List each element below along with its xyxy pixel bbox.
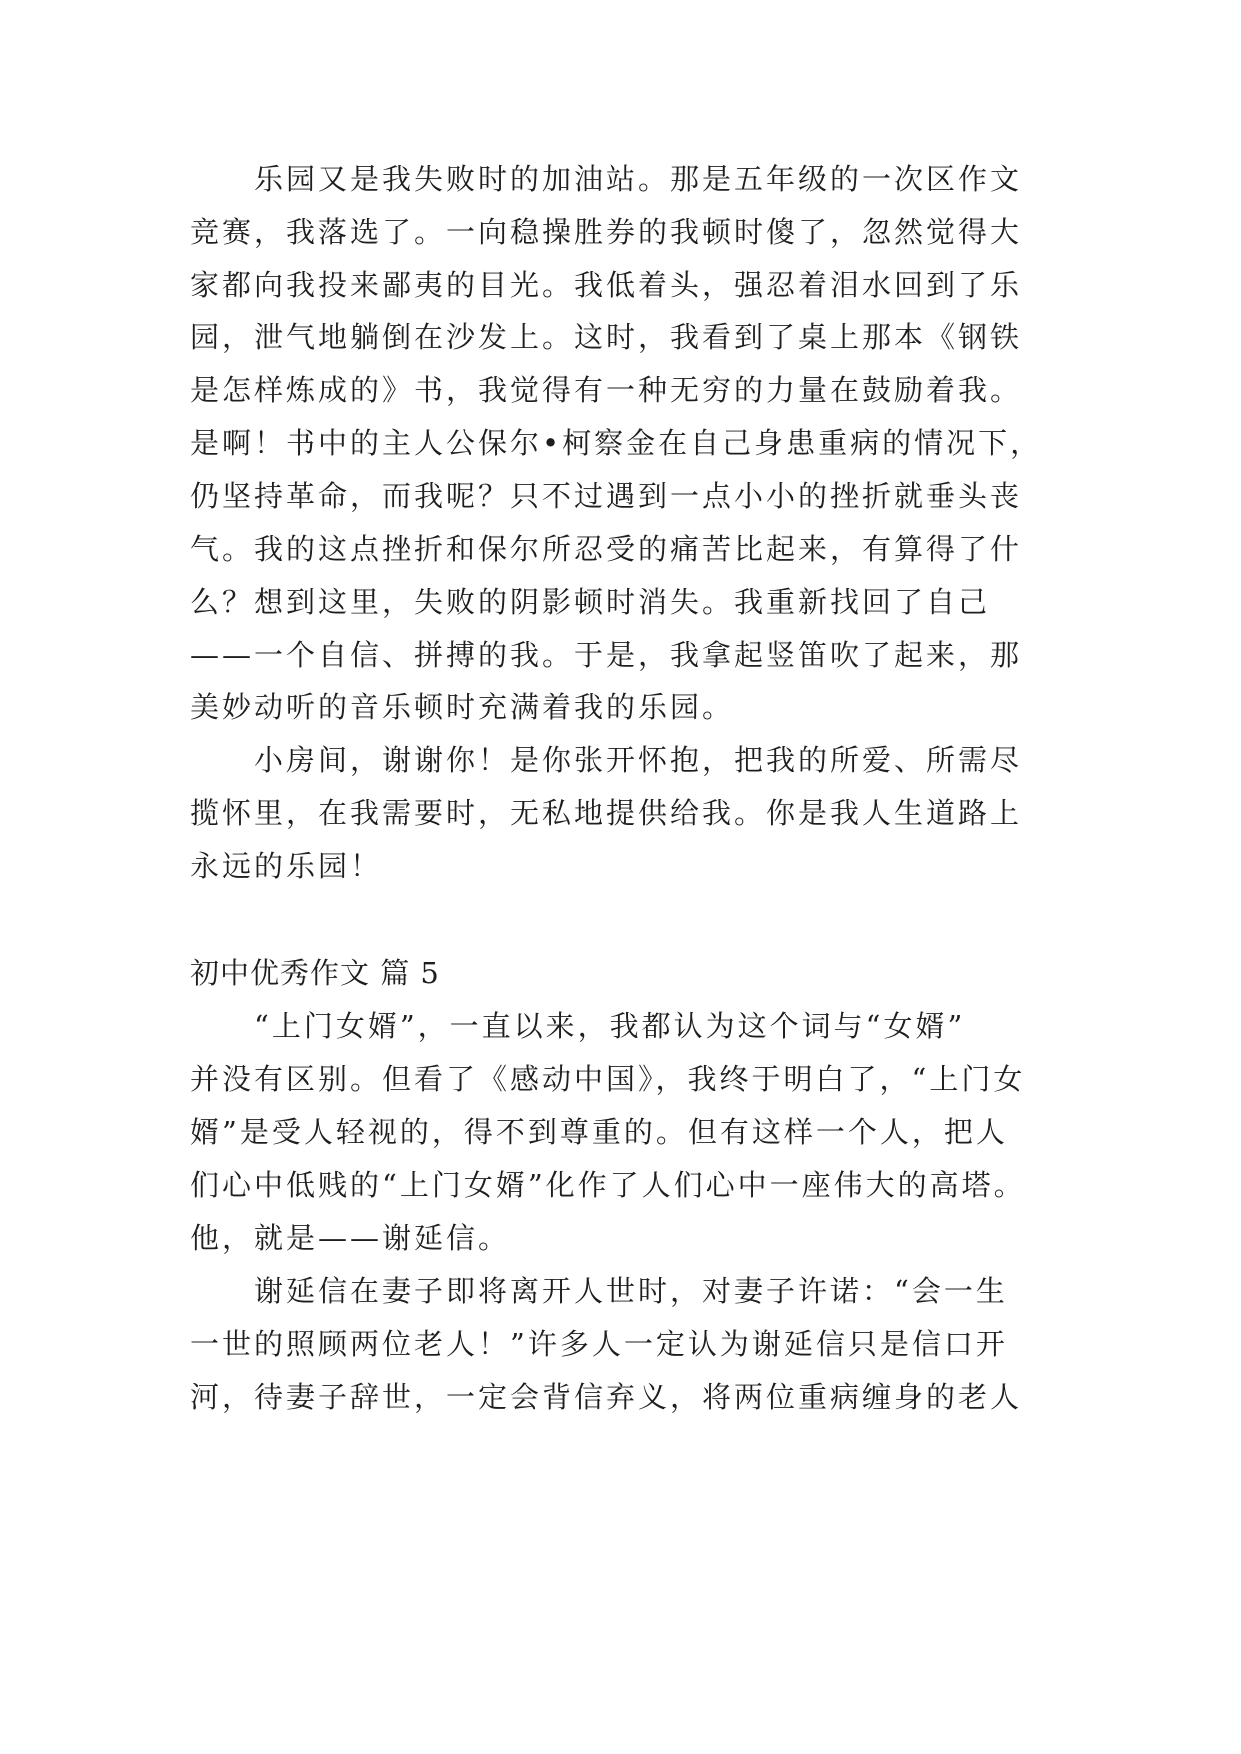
paragraph-line: 么？想到这里，失败的阴影顿时消失。我重新找回了自己	[190, 585, 991, 619]
paragraph-line: 小房间，谢谢你！是你张开怀抱，把我的所爱、所需尽	[254, 743, 1023, 777]
paragraph-line: 并没有区别。但看了《感动中国》，我终于明白了，“上门女	[190, 1062, 1026, 1096]
paragraph-line: 谢延信在妻子即将离开人世时，对妻子许诺：“会一生	[254, 1274, 1008, 1308]
paragraph-line: 园，泄气地躺倒在沙发上。这时，我看到了桌上那本《钢铁	[190, 320, 1023, 354]
paragraph-line: 是怎样炼成的》书，我觉得有一种无穷的力量在鼓励着我。	[190, 373, 1023, 407]
paragraph-line: 仍坚持革命，而我呢？只不过遇到一点小小的挫折就垂头丧	[190, 479, 1023, 513]
paragraph-line: 是啊！书中的主人公保尔•柯察金在自己身患重病的情况下，	[190, 426, 1043, 460]
paragraph-line: 美妙动听的音乐顿时充满着我的乐园。	[190, 690, 735, 724]
paragraph-line: 婿”是受人轻视的，得不到尊重的。但有这样一个人，把人	[190, 1115, 1008, 1149]
paragraph-line: 家都向我投来鄙夷的目光。我低着头，强忍着泪水回到了乐	[190, 268, 1023, 302]
paragraph-line: “上门女婿”，一直以来，我都认为这个词与“女婿”	[254, 1009, 966, 1043]
paragraph-line: 永远的乐园！	[190, 849, 383, 883]
paragraph-line: 他，就是——谢延信。	[190, 1221, 511, 1255]
paragraph-line: 们心中低贱的“上门女婿”化作了人们心中一座伟大的高塔。	[190, 1168, 1026, 1202]
paragraph-line: ——一个自信、拼搏的我。于是，我拿起竖笛吹了起来，那	[190, 638, 1023, 672]
paragraph-line: 揽怀里，在我需要时，无私地提供给我。你是我人生道路上	[190, 796, 1023, 830]
paragraph-line: 乐园又是我失败时的加油站。那是五年级的一次区作文	[254, 162, 1023, 196]
paragraph-line: 竞赛，我落选了。一向稳操胜券的我顿时傻了，忽然觉得大	[190, 215, 1023, 249]
paragraph-line: 气。我的这点挫折和保尔所忍受的痛苦比起来，有算得了什	[190, 532, 1023, 566]
section-heading: 初中优秀作文 篇 5	[190, 956, 440, 990]
paragraph-line: 河，待妻子辞世，一定会背信弃义，将两位重病缠身的老人	[190, 1380, 1023, 1414]
paragraph-line: 一世的照顾两位老人！”许多人一定认为谢延信只是信口开	[190, 1327, 1008, 1361]
